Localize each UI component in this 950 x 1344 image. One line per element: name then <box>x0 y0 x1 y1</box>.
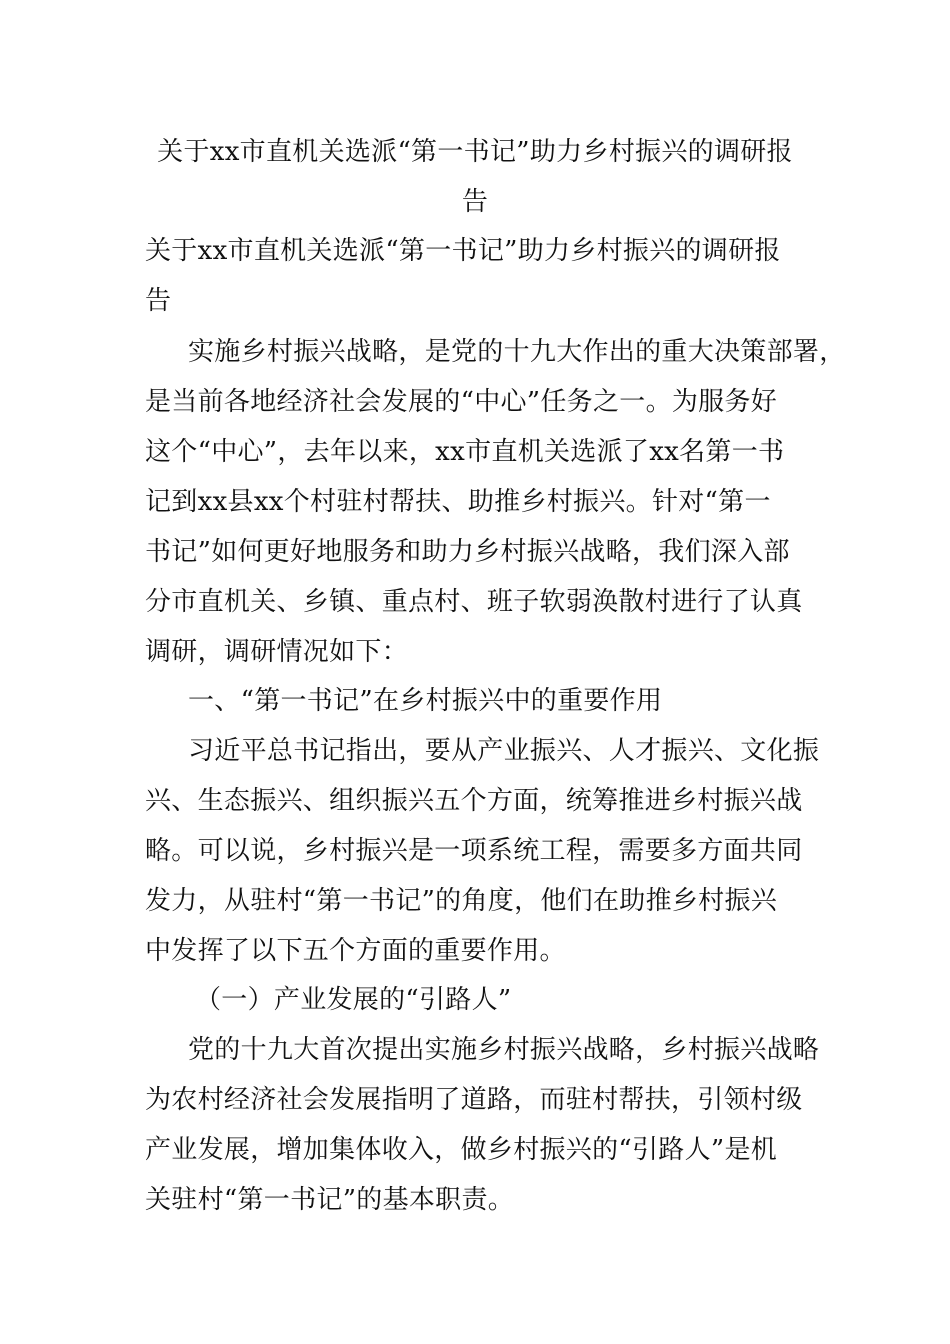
intro-line-4: 记到xx县xx个村驻村帮扶、助推乡村振兴。针对“第一 <box>145 487 771 517</box>
subsection1-line-1: 党的十九大首次提出实施乡村振兴战略，乡村振兴战略 <box>188 1035 820 1065</box>
document-title-line-2: 告 <box>461 187 489 217</box>
subsection1-line-4: 关驻村“第一书记”的基本职责。 <box>145 1185 515 1215</box>
subsection1-line-2: 为农村经济社会发展指明了道路，而驻村帮扶，引领村级 <box>145 1085 803 1115</box>
intro-line-1: 实施乡村振兴战略，是党的十九大作出的重大决策部署， <box>188 337 846 367</box>
section1-line-1: 习近平总书记指出，要从产业振兴、人才振兴、文化振 <box>188 736 820 766</box>
section1-line-2: 兴、生态振兴、组织振兴五个方面，统筹推进乡村振兴战 <box>145 786 803 816</box>
subtitle-line-1: 关于xx市直机关选派“第一书记”助力乡村振兴的调研报 <box>145 236 781 266</box>
intro-line-3: 这个“中心”，去年以来，xx市直机关选派了xx名第一书 <box>145 437 785 467</box>
subsection1-line-3: 产业发展，增加集体收入，做乡村振兴的“引路人”是机 <box>145 1135 778 1165</box>
subtitle-line-2: 告 <box>145 286 172 316</box>
section1-heading: 一、“第一书记”在乡村振兴中的重要作用 <box>188 686 663 716</box>
document-title-line-1: 关于xx市直机关选派“第一书记”助力乡村振兴的调研报 <box>157 137 793 167</box>
section1-line-5: 中发挥了以下五个方面的重要作用。 <box>145 936 566 966</box>
section1-line-3: 略。可以说，乡村振兴是一项系统工程，需要多方面共同 <box>145 836 803 866</box>
intro-line-7: 调研，调研情况如下： <box>145 637 409 667</box>
subsection1-heading: （一）产业发展的“引路人” <box>195 985 512 1015</box>
intro-line-6: 分市直机关、乡镇、重点村、班子软弱涣散村进行了认真 <box>145 587 803 617</box>
intro-line-2: 是当前各地经济社会发展的“中心”任务之一。为服务好 <box>145 387 778 417</box>
section1-line-4: 发力，从驻村“第一书记”的角度，他们在助推乡村振兴 <box>145 886 778 916</box>
intro-line-5: 书记”如何更好地服务和助力乡村振兴战略，我们深入部 <box>145 537 790 567</box>
